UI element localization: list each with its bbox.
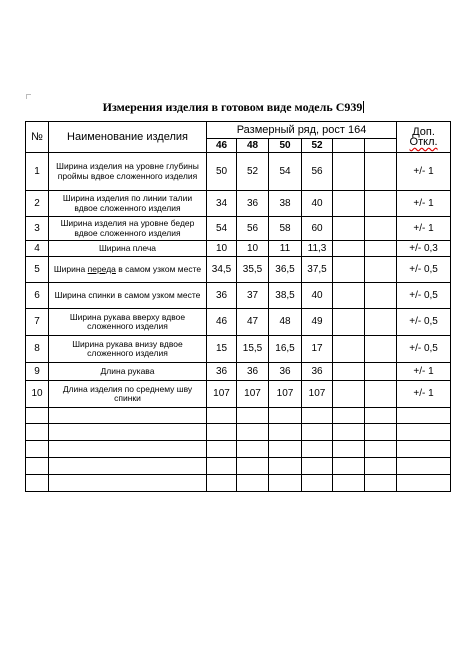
- cell-empty: [333, 336, 365, 363]
- cell-value: 54: [207, 217, 237, 241]
- cell-value: 10: [207, 241, 237, 257]
- cell-value: 107: [237, 381, 269, 408]
- row-name: Ширина изделия на уровне глубины проймы вдвое сложенного изделия: [49, 153, 207, 191]
- cell-value: 36,5: [269, 257, 302, 283]
- row-number: 9: [26, 363, 49, 381]
- cell-value: 38,5: [269, 283, 302, 309]
- size-48: 48: [237, 139, 269, 153]
- cell-value: 36: [207, 363, 237, 381]
- cell-empty: [365, 363, 397, 381]
- empty-row: [26, 441, 451, 458]
- cell-empty: [333, 283, 365, 309]
- cell-value: 48: [269, 309, 302, 336]
- cell-empty: [365, 257, 397, 283]
- table-row: [26, 217, 451, 241]
- row-number: 10: [26, 381, 49, 408]
- cell-value: 16,5: [269, 336, 302, 363]
- row-name: Ширина рукава вверху вдвое сложенного изделия: [49, 309, 207, 336]
- cell-value: 37,5: [302, 257, 333, 283]
- cell-tolerance: +/- 0,5: [397, 283, 451, 309]
- cell-value: 15: [207, 336, 237, 363]
- row-name: Длина изделия по среднему шву спинки: [49, 381, 207, 408]
- cell-empty: [333, 153, 365, 191]
- cell-value: 49: [302, 309, 333, 336]
- row-number: 5: [26, 257, 49, 283]
- table-row: [26, 283, 451, 309]
- cell-empty: [333, 257, 365, 283]
- cell-tolerance: +/- 1: [397, 153, 451, 191]
- cell-empty: [365, 217, 397, 241]
- row-number: 4: [26, 241, 49, 257]
- cell-tolerance: +/- 0,5: [397, 257, 451, 283]
- cell-value: 34,5: [207, 257, 237, 283]
- table-row: [26, 257, 451, 283]
- cell-tolerance: +/- 0,3: [397, 241, 451, 257]
- cell-value: 38: [269, 191, 302, 217]
- size-empty: [333, 139, 365, 153]
- cell-tolerance: +/- 0,5: [397, 336, 451, 363]
- row-name: Ширина изделия на уровне бедер вдвое сложенного изделия: [49, 217, 207, 241]
- cell-value: 36: [237, 363, 269, 381]
- row-number: 7: [26, 309, 49, 336]
- cell-value: 56: [237, 217, 269, 241]
- cell-value: 11: [269, 241, 302, 257]
- row-name: Длина рукава: [49, 363, 207, 381]
- cell-value: 46: [207, 309, 237, 336]
- row-number: 6: [26, 283, 49, 309]
- cell-value: 35,5: [237, 257, 269, 283]
- cell-value: 107: [207, 381, 237, 408]
- table-row: [26, 381, 451, 408]
- cell-tolerance: +/- 0,5: [397, 309, 451, 336]
- cell-empty: [333, 191, 365, 217]
- empty-row: [26, 424, 451, 441]
- header-num: №: [26, 122, 49, 153]
- row-number: 3: [26, 217, 49, 241]
- corner-mark: [26, 94, 31, 99]
- table-row: [26, 191, 451, 217]
- cell-empty: [365, 241, 397, 257]
- header-size-row: Размерный ряд, рост 164: [207, 122, 397, 139]
- cell-value: 36: [237, 191, 269, 217]
- size-empty: [365, 139, 397, 153]
- cell-empty: [365, 283, 397, 309]
- cell-value: 60: [302, 217, 333, 241]
- size-50: 50: [269, 139, 302, 153]
- cell-empty: [365, 153, 397, 191]
- cell-value: 54: [269, 153, 302, 191]
- row-number: 1: [26, 153, 49, 191]
- cell-tolerance: +/- 1: [397, 217, 451, 241]
- table-row: [26, 363, 451, 381]
- cell-tolerance: +/- 1: [397, 381, 451, 408]
- cell-empty: [333, 241, 365, 257]
- empty-row: [26, 408, 451, 424]
- size-52: 52: [302, 139, 333, 153]
- header-name: Наименование изделия: [49, 122, 207, 153]
- cell-tolerance: +/- 1: [397, 363, 451, 381]
- cell-value: 34: [207, 191, 237, 217]
- cell-empty: [333, 217, 365, 241]
- table-row: [26, 153, 451, 191]
- cell-empty: [365, 191, 397, 217]
- row-name: Ширина спинки в самом узком месте: [49, 283, 207, 309]
- cell-value: 47: [237, 309, 269, 336]
- cell-empty: [333, 363, 365, 381]
- cell-value: 37: [237, 283, 269, 309]
- cell-tolerance: +/- 1: [397, 191, 451, 217]
- header-tolerance: Доп. Откл.: [397, 122, 451, 153]
- table-row: [26, 309, 451, 336]
- row-name: Ширина плеча: [49, 241, 207, 257]
- row-name: Ширина рукава внизу вдвое сложенного изделия: [49, 336, 207, 363]
- text-cursor: [363, 101, 364, 113]
- cell-value: 36: [269, 363, 302, 381]
- cell-value: 10: [237, 241, 269, 257]
- size-46: 46: [207, 139, 237, 153]
- empty-row: [26, 458, 451, 475]
- cell-empty: [333, 309, 365, 336]
- measurements-table: [25, 121, 451, 492]
- cell-value: 15,5: [237, 336, 269, 363]
- table-row: [26, 336, 451, 363]
- cell-value: 17: [302, 336, 333, 363]
- cell-value: 56: [302, 153, 333, 191]
- cell-value: 40: [302, 191, 333, 217]
- cell-empty: [365, 309, 397, 336]
- cell-value: 107: [269, 381, 302, 408]
- row-name: Ширина изделия по линии талии вдвое сложенного изделия: [49, 191, 207, 217]
- cell-value: 58: [269, 217, 302, 241]
- row-number: 8: [26, 336, 49, 363]
- cell-value: 36: [207, 283, 237, 309]
- row-name: Ширина переда в самом узком месте: [49, 257, 207, 283]
- cell-value: 107: [302, 381, 333, 408]
- cell-value: 52: [237, 153, 269, 191]
- cell-empty: [365, 336, 397, 363]
- cell-value: 36: [302, 363, 333, 381]
- cell-empty: [365, 381, 397, 408]
- cell-value: 40: [302, 283, 333, 309]
- page-title: Измерения изделия в готовом виде модель С939: [102, 100, 363, 114]
- empty-row: [26, 475, 451, 492]
- table-row: [26, 241, 451, 257]
- row-number: 2: [26, 191, 49, 217]
- cell-empty: [333, 381, 365, 408]
- cell-value: 11,3: [302, 241, 333, 257]
- cell-value: 50: [207, 153, 237, 191]
